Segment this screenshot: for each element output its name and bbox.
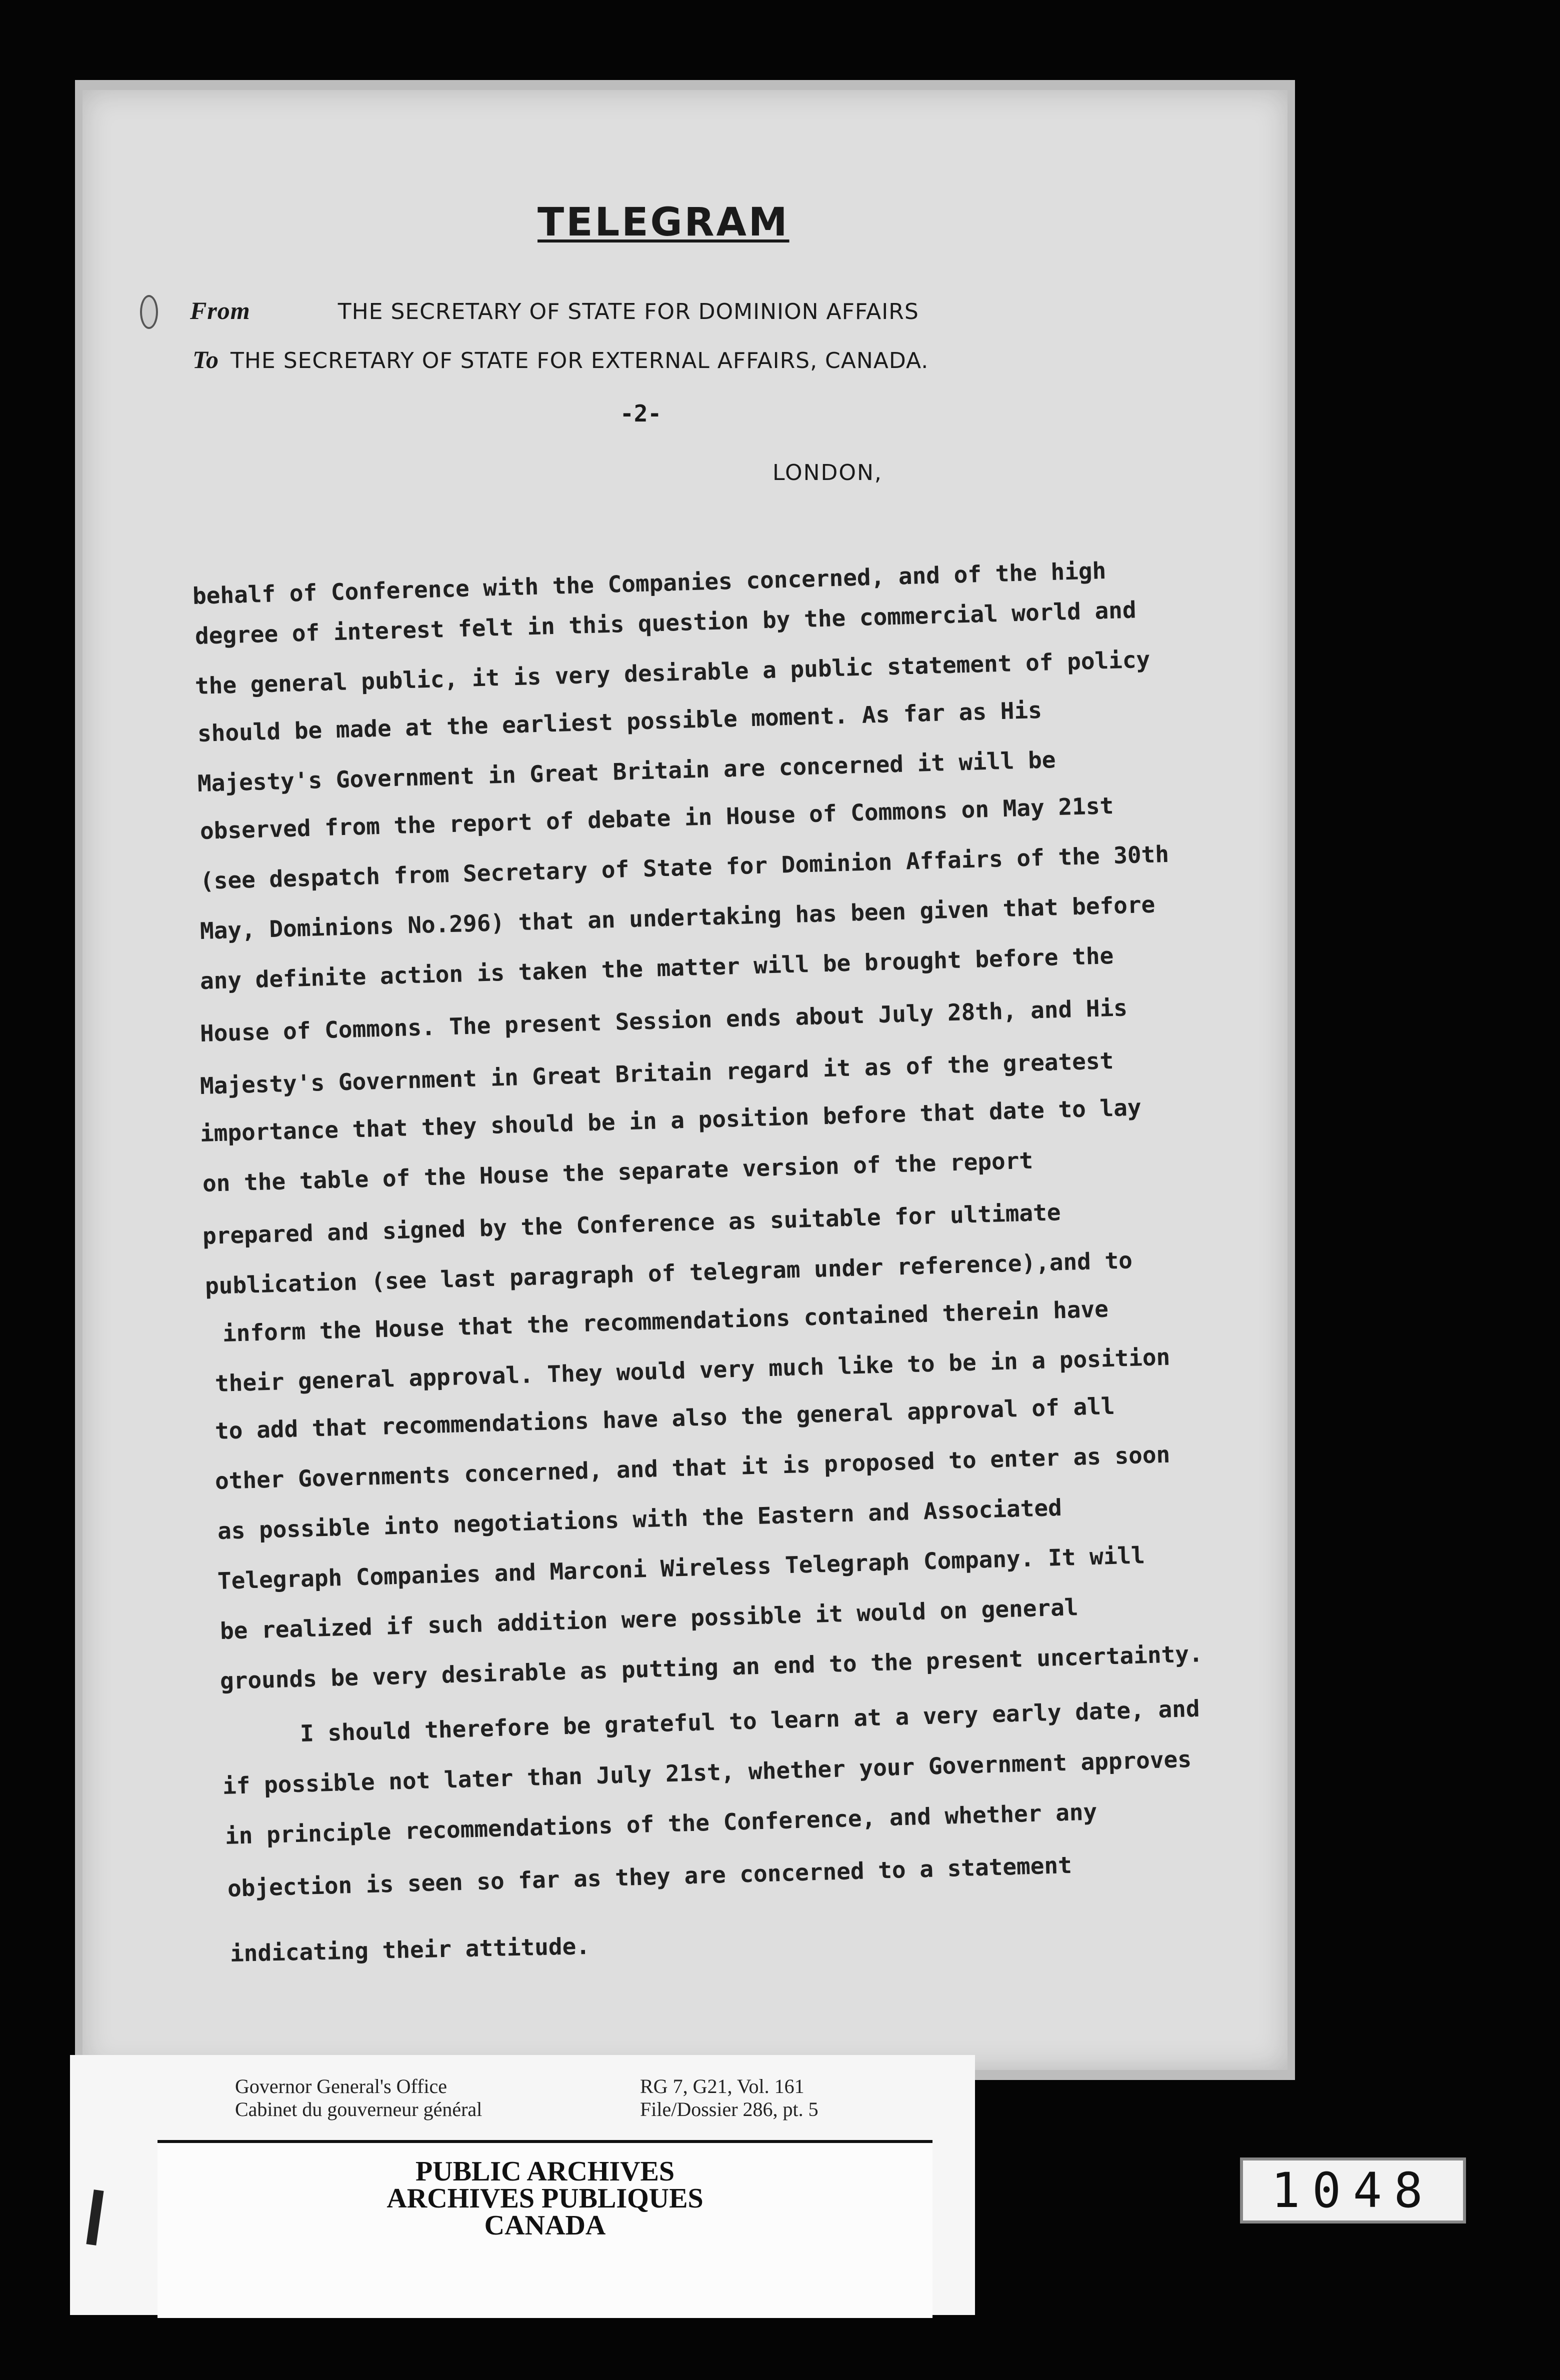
archives-fr: ARCHIVES PUBLIQUES	[386, 2183, 704, 2214]
body-line: degree of interest felt in this question by the commercial world and	[194, 596, 1137, 650]
archives-en: PUBLIC ARCHIVES	[415, 2156, 675, 2187]
from-label: From	[190, 296, 250, 324]
body-line: inform the House that the recommendations contained therein have	[222, 1295, 1109, 1347]
page-number: -2-	[620, 400, 662, 427]
archive-label-card	[70, 2055, 975, 2315]
archives-stamp	[158, 2140, 932, 2318]
to-label: To	[192, 346, 219, 374]
body-line: their general approval. They would very much like to be in a position	[214, 1343, 1170, 1397]
to-value: THE SECRETARY OF STATE FOR EXTERNAL AFFAIRS, CANADA.	[230, 348, 929, 374]
from-line	[190, 296, 919, 325]
office-names	[235, 2075, 482, 2121]
body-line: if possible not later than July 21st, whether your Government approves	[222, 1745, 1192, 1800]
body-line: House of Commons. The present Session ends about July 28th, and His	[200, 994, 1128, 1047]
to-line	[192, 345, 928, 374]
document-title: TELEGRAM	[538, 200, 790, 245]
office-en: Governor General's Office	[235, 2075, 448, 2098]
body-line: Telegraph Companies and Marconi Wireless Telegraph Company. It will	[217, 1542, 1146, 1594]
body-line: the general public, it is very desirable a public statement of policy	[194, 646, 1150, 700]
body-line: as possible into negotiations with the Eastern and Associated	[217, 1494, 1062, 1544]
body-line: indicating their attitude.	[230, 1932, 590, 1967]
office-fr: Cabinet du gouverneur général	[235, 2098, 482, 2120]
body-line: prepared and signed by the Conference as suitable for ultimate	[202, 1198, 1062, 1250]
frame-counter: 1048	[1240, 2158, 1466, 2224]
body-line: observed from the report of debate in House of Commons on May 21st	[200, 792, 1114, 844]
record-group: RG 7, G21, Vol. 161	[640, 2075, 804, 2098]
body-line: May, Dominions No.296) that an undertaking has been given that before	[200, 890, 1156, 944]
punch-hole	[140, 295, 158, 329]
body-line: importance that they should be in a position before that date to lay	[200, 1094, 1142, 1147]
body-line: to add that recommendations have also the general approval of all	[214, 1392, 1116, 1444]
body-line: be realized if such addition were possible it would on general	[220, 1594, 1079, 1644]
body-line: any definite action is taken the matter will be brought before the	[200, 942, 1114, 994]
body-line: behalf of Conference with the Companies concerned, and of the high	[192, 556, 1106, 610]
file-number: File/Dossier 286, pt. 5	[640, 2098, 818, 2120]
body-line: Majesty's Government in Great Britain are concerned it will be	[197, 746, 1056, 797]
body-line: publication (see last paragraph of telegram under reference),and to	[204, 1246, 1133, 1300]
file-reference	[640, 2075, 818, 2121]
body-line: other Governments concerned, and that it is proposed to enter as soon	[214, 1440, 1170, 1494]
body-line: in principle recommendations of the Conference, and whether any	[224, 1798, 1098, 1850]
film-scratch	[86, 2190, 104, 2246]
body-line: on the table of the House the separate version of the report	[202, 1146, 1034, 1197]
archives-name	[158, 2158, 932, 2239]
body-line: should be made at the earliest possible moment. As far as His	[197, 696, 1042, 747]
from-value: THE SECRETARY OF STATE FOR DOMINION AFFAIRS	[338, 299, 919, 324]
body-line: objection is seen so far as they are concerned to a statement	[227, 1851, 1072, 1902]
body-line: (see despatch from Secretary of State for Dominion Affairs of the 30th	[200, 840, 1170, 894]
body-line: Majesty's Government in Great Britain regard it as of the greatest	[200, 1046, 1114, 1100]
place-line: LONDON,	[772, 460, 882, 486]
archives-country: CANADA	[484, 2210, 606, 2241]
body-line: grounds be very desirable as putting an end to the present uncertainty.	[220, 1640, 1204, 1694]
body-line: I should therefore be grateful to learn at a very early date, and	[300, 1694, 1200, 1747]
